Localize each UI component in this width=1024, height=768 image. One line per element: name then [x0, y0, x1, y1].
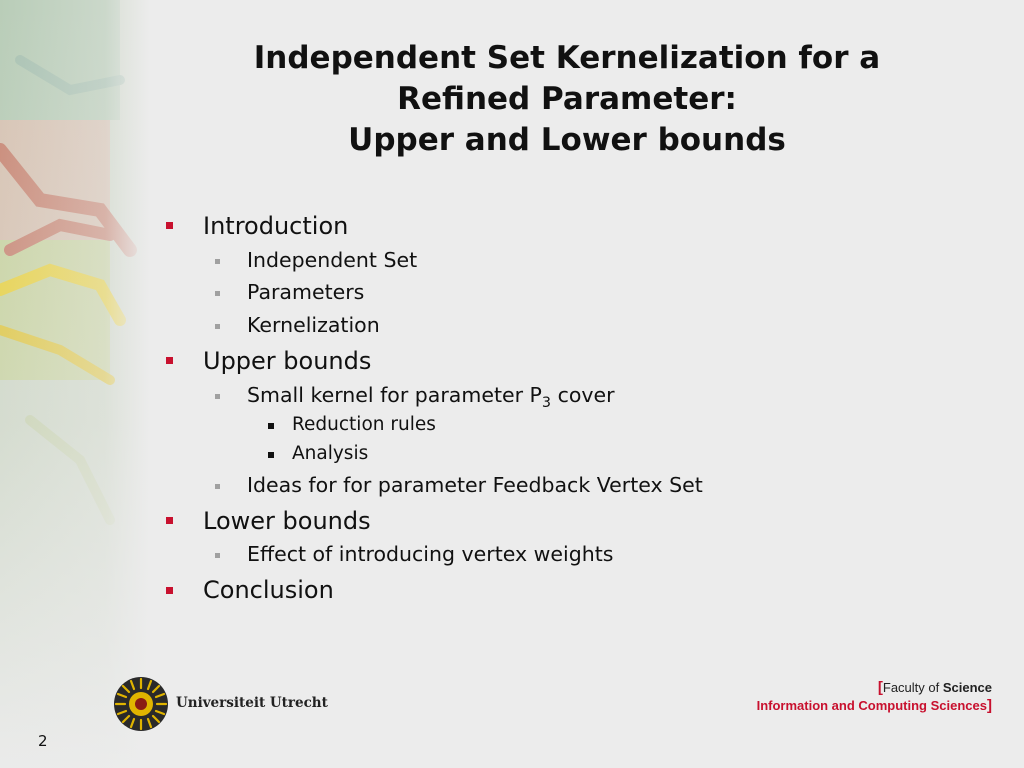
outline-item: Lower bounds — [203, 507, 371, 535]
title-line: Upper and Lower bounds — [348, 122, 786, 158]
title-line: Independent Set Kernelization for a — [253, 40, 881, 76]
bullet-icon — [166, 222, 173, 229]
outline-subitem: Ideas for for parameter Feedback Vertex Set — [247, 473, 703, 497]
faculty-line — [757, 679, 992, 697]
department-name: Information and Computing Sciences — [756, 698, 987, 713]
sub-bullet-icon — [215, 394, 220, 399]
department-line — [757, 697, 992, 715]
slide-title — [150, 38, 984, 161]
outline-subitem: Independent Set — [247, 248, 418, 272]
outline-subsubitem: Analysis — [292, 443, 369, 464]
sub-bullet-icon — [215, 484, 220, 489]
sub-sub-bullet-icon — [268, 452, 274, 458]
subscript: 3 — [541, 395, 552, 411]
decorative-side-art — [0, 0, 150, 768]
outline-subitem-text: Small kernel for parameter P — [247, 383, 542, 407]
outline-item: Introduction — [203, 212, 349, 240]
bracket-open: [ — [877, 679, 883, 696]
faculty-strong: Science — [942, 680, 992, 695]
outline-subitem: Parameters — [247, 280, 365, 304]
outline-subitem — [247, 383, 615, 411]
bullet-icon — [166, 517, 173, 524]
university-name: Universiteit Utrecht — [176, 695, 328, 711]
outline-subsubitem: Reduction rules — [292, 414, 436, 435]
sun-seal-logo-icon — [113, 676, 169, 732]
outline-subitem: Effect of introducing vertex weights — [247, 542, 614, 566]
sub-bullet-icon — [215, 553, 220, 558]
title-line: Refined Parameter: — [397, 81, 737, 117]
sub-bullet-icon — [215, 259, 220, 264]
outline-subitem: Kernelization — [247, 313, 380, 337]
outline-subitem-text: cover — [551, 383, 615, 407]
bullet-icon — [166, 357, 173, 364]
sub-sub-bullet-icon — [268, 423, 274, 429]
sub-bullet-icon — [215, 324, 220, 329]
faculty-block — [757, 679, 992, 715]
faculty-prefix: Faculty of — [882, 680, 943, 695]
outline-item: Conclusion — [203, 576, 334, 604]
page-number: 2 — [38, 732, 48, 750]
sub-bullet-icon — [215, 291, 220, 296]
outline-item: Upper bounds — [203, 347, 372, 375]
bracket-close: ] — [987, 697, 992, 714]
bullet-icon — [166, 587, 173, 594]
